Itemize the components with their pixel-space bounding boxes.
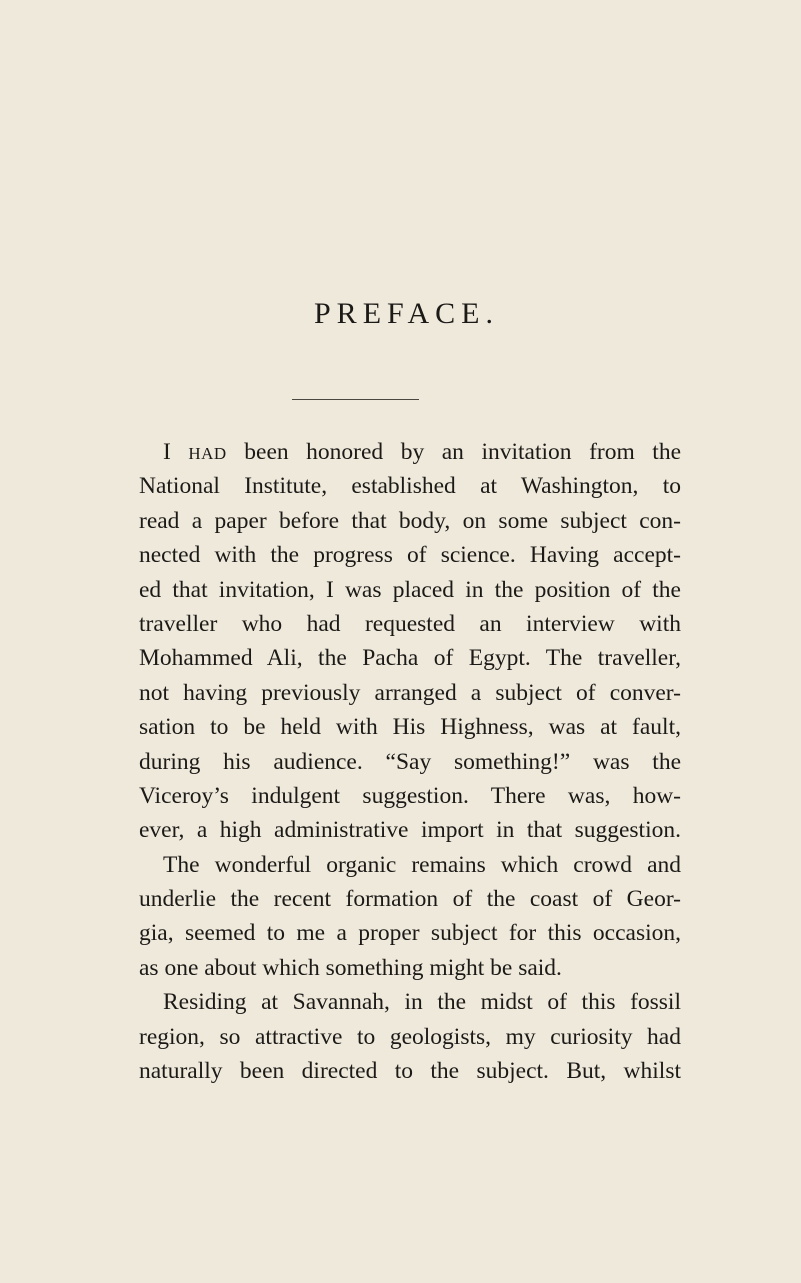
text-line: Mohammed Ali, the Pacha of Egypt. The traveller, [139,645,681,672]
text-line: ed that invitation, I was placed in the position of the [139,576,681,603]
text-line: region, so attractive to geologists, my curiosity had [139,1023,681,1050]
text-line: Residing at Savannah, in the midst of this fossil [163,989,681,1016]
drop-initial: I [163,439,189,465]
text-line: The wonderful organic remains which crowd and [163,851,681,878]
text-line: as one about which something might be said. [139,954,562,981]
text-line: read a paper before that body, on some subject con- [139,507,681,534]
small-caps-word: HAD [188,444,227,463]
text-line: Viceroy’s indulgent suggestion. There was, how- [139,782,681,809]
text-line: ever, a high administrative import in that suggestion. [139,817,681,844]
text-line: gia, seemed to me a proper subject for this occasion, [139,920,681,947]
text-line-rest: been honored by an invitation from the [226,439,682,465]
text-line: naturally been directed to the subject. But, whilst [139,1058,681,1085]
text-line: nected with the progress of science. Having accept- [139,542,681,569]
text-line [139,435,681,469]
page-title: PREFACE. [314,297,499,330]
text-line: National Institute, established at Washington, to [139,473,681,500]
text-line: during his audience. “Say something!” was the [139,748,681,775]
text-line: not having previously arranged a subject of conver- [139,679,681,706]
preface-paragraph [139,435,681,1088]
title-divider [292,399,419,400]
text-line: sation to be held with His Highness, was at fault, [139,714,681,741]
text-line: traveller who had requested an interview with [139,610,681,637]
text-line: underlie the recent formation of the coast of Geor- [139,886,681,913]
